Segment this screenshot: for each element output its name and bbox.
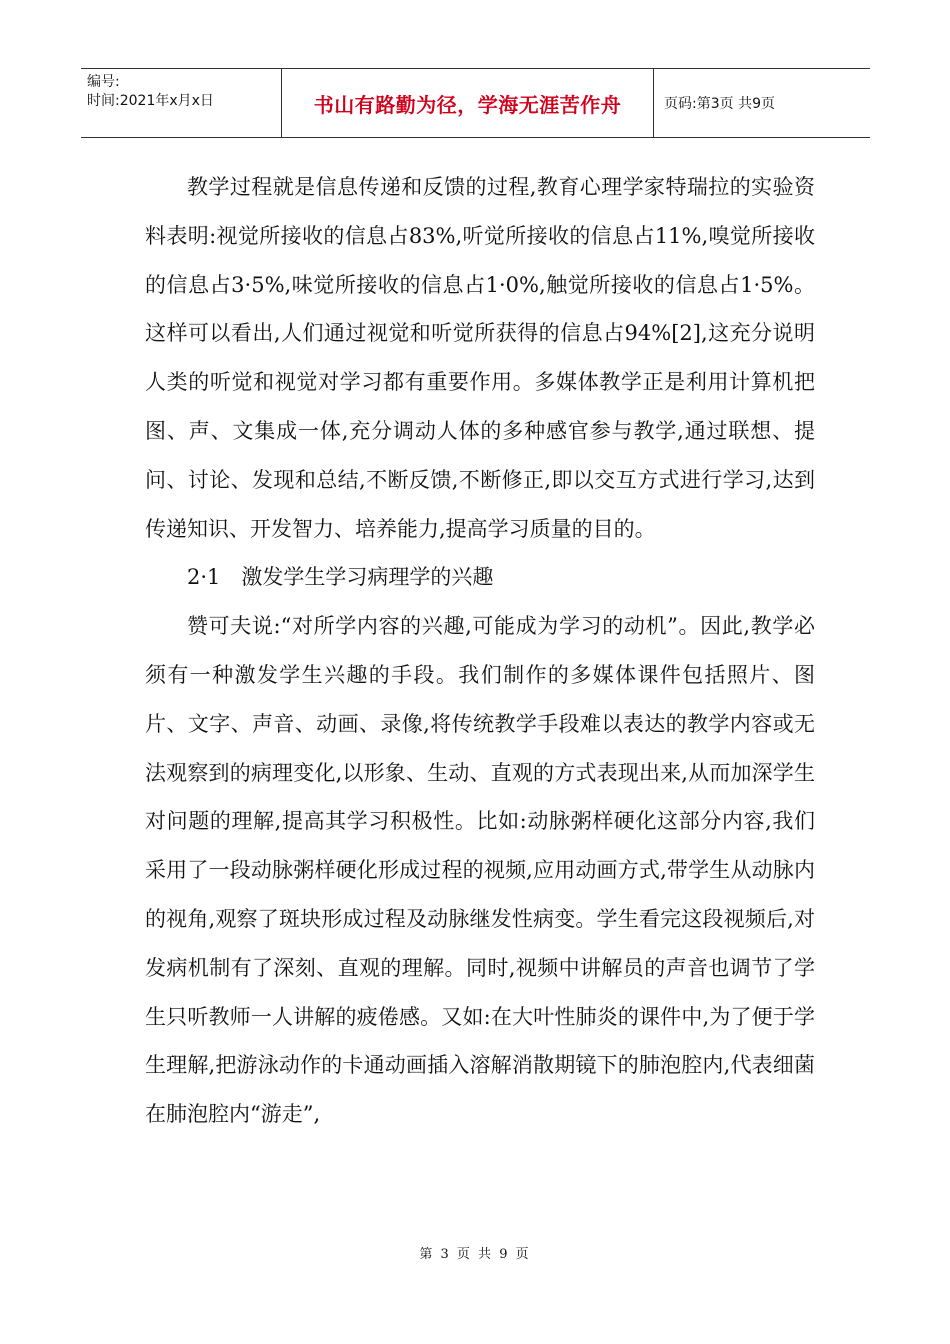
paragraph-interest: 赞可夫说:“对所学内容的兴趣,可能成为学习的动机”。因此,教学必须有一种激发学生兴趣的手段。我们制作的多媒体课件包括照片、图片、文字、声音、动画、录像,将传统教学手段难以表达的教学内容或无法观察到的病理变化,以形象、生动、直观的方式表现出来,从而加深学生对问题的理解,提高其学习积极性。比如:动脉粥样硬化这部分内容,我们采用了一段动脉粥样硬化形成过程的视频,应用动画方式,带学生从动脉内的视角,观察了斑块形成过程及动脉继发性病变。学生看完这段视频后,对发病机制有了深刻、直观的理解。同时,视频中讲解员的声音也调节了学生只听教师一人讲解的疲倦感。又如:在大叶性肺炎的课件中,为了便于学生理解,把游泳动作的卡通动画插入溶解消散期镜下的肺泡腔内,代表细菌在肺泡腔内“游走”, <box>145 614 815 1127</box>
page-info: 页码:第3页 共9页 <box>664 96 775 112</box>
header-motto-cell <box>281 69 654 137</box>
motto-text: 书山有路勤为径，学海无涯苦作舟 <box>313 92 622 117</box>
document-header <box>81 68 870 138</box>
header-meta-cell <box>81 69 281 137</box>
date-line: 时间:2021年x月x日 <box>87 93 214 109</box>
document-body <box>145 163 815 1139</box>
page-footer: 第 3 页 共 9 页 <box>419 1247 531 1262</box>
section-heading: 2·1 激发学生学习病理学的兴趣 <box>187 565 494 590</box>
paragraph-intro: 教学过程就是信息传递和反馈的过程,教育心理学家特瑞拉的实验资料表明:视觉所接收的信息占83%,听觉所接收的信息占11%,嗅觉所接收的信息占3·5%,味觉所接收的信息占1·0%,触觉所接收的信息占1·5%。这样可以看出,人们通过视觉和听觉所获得的信息占94%[2],这充分说明人类的听觉和视觉对学习都有重要作用。多媒体教学正是利用计算机把图、声、文集成一体,充分调动人体的多种感官参与教学,通过联想、提问、讨论、发现和总结,不断反馈,不断修正,即以交互方式进行学习,达到传递知识、开发智力、培养能力,提高学习质量的目的。 <box>145 175 815 541</box>
serial-label: 编号: <box>87 74 120 90</box>
header-page-cell <box>654 69 870 137</box>
